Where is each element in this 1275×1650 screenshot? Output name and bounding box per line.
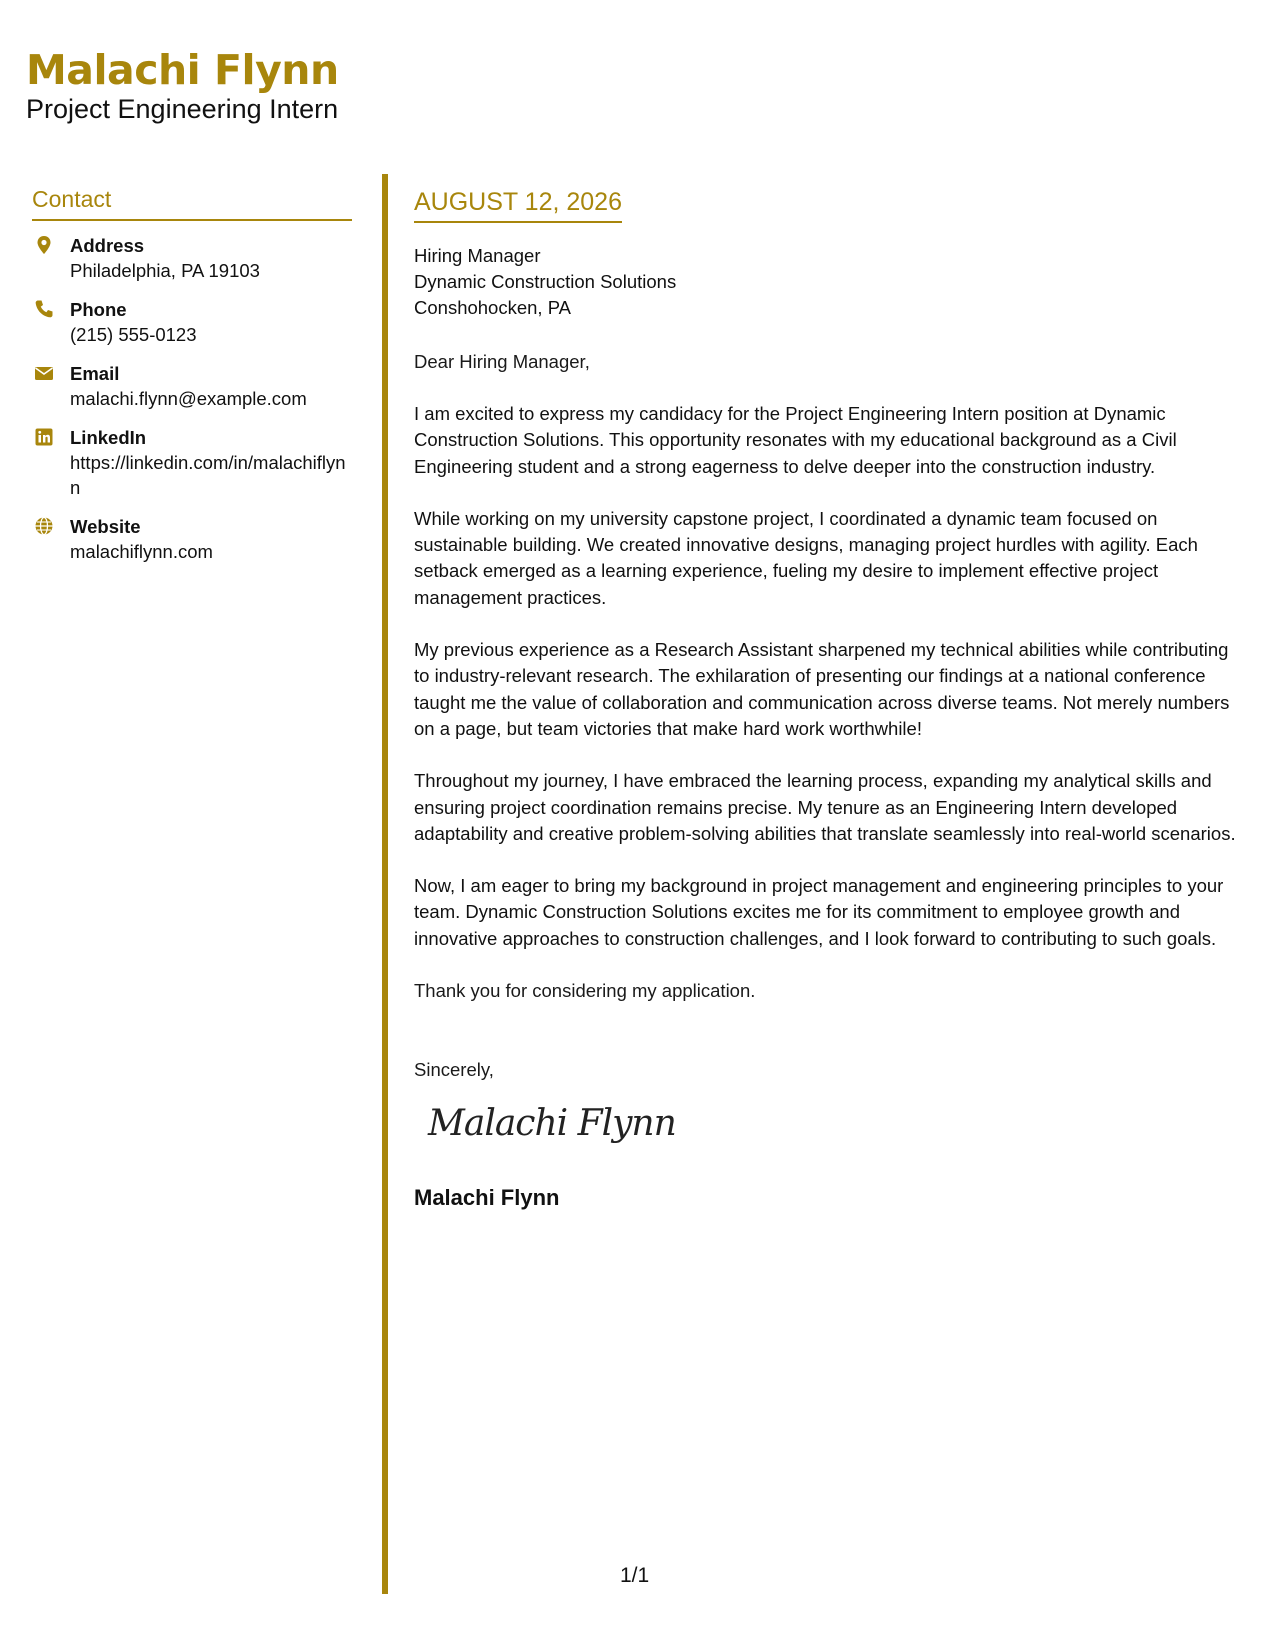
letter-paragraph: I am excited to express my candidacy for the Project Engineering Intern position at Dynamic Construction Solutions. This opportunity resonates with my educational background as a Civil Engineering student and a strong eagerness to delve deeper into the construction industry.: [414, 403, 1177, 477]
contact-label: LinkedIn: [70, 427, 147, 448]
contact-label: Phone: [70, 299, 127, 320]
letter-date: AUGUST 12, 2026: [414, 188, 622, 216]
recipient-location: Conshohocken, PA: [414, 297, 572, 318]
contact-label: Email: [70, 363, 120, 384]
signed-name: Malachi Flynn: [414, 1185, 560, 1211]
contact-label: Website: [70, 516, 141, 537]
closing-thanks: Thank you for considering my application.: [414, 980, 756, 1002]
phone-icon: [34, 299, 54, 319]
letter-paragraph: While working on my university capstone project, I coordinated a dynamic team focused on sustainable building. We created innovative designs, managing project hurdles with agility. Each setback emerged as a learning experience, fueling my desire to implement effective project management practices.: [414, 507, 1198, 608]
email-value[interactable]: malachi.flynn@example.com: [70, 388, 307, 409]
page-number: 1/1: [620, 1564, 650, 1587]
recipient-name: Hiring Manager: [414, 245, 541, 266]
contact-heading: Contact: [32, 186, 352, 221]
letter-paragraph: Now, I am eager to bring my background in project management and engineering principles to your team. Dynamic Construction Solutions excites me for its commitment to employee growth and innovative approaches to construction challenges, and I look forward to contributing to such goals.: [414, 875, 1224, 949]
letter-date-block: [414, 188, 622, 223]
contact-item-phone: [32, 297, 352, 347]
vertical-divider: [382, 174, 388, 1594]
contact-item-website: [32, 514, 352, 564]
letter-body: [414, 188, 1244, 1211]
sign-off: Sincerely,: [414, 1059, 494, 1081]
phone-value: (215) 555-0123: [70, 324, 197, 345]
address-value: Philadelphia, PA 19103: [70, 260, 260, 281]
contact-label: Address: [70, 235, 145, 256]
contact-sidebar: [32, 186, 352, 578]
letter-paragraph: Throughout my journey, I have embraced the learning process, expanding my analytical skills and ensuring project coordination remains precise. My tenure as an Engineering Intern developed adaptability and creative problem-solving abilities that translate seamlessly into real-world scenarios.: [414, 770, 1236, 844]
recipient-company: Dynamic Construction Solutions: [414, 271, 677, 292]
contact-item-address: [32, 233, 352, 283]
globe-icon: [34, 516, 54, 536]
resume-header: [26, 48, 339, 127]
salutation: Dear Hiring Manager,: [414, 351, 590, 372]
map-pin-icon: [34, 235, 54, 255]
handwritten-signature: [428, 1103, 1244, 1163]
letter-paragraph: My previous experience as a Research Assistant sharpened my technical abilities while contributing to industry-relevant research. The exhilaration of presenting our findings at a national conference taught me the value of collaboration and communication across diverse teams. Not merely numbers on a page, but team victories that make hard work worthwhile!: [414, 639, 1230, 739]
contact-item-linkedin: [32, 425, 352, 500]
applicant-name: Malachi Flynn: [26, 46, 339, 94]
contact-item-email: [32, 361, 352, 411]
linkedin-value[interactable]: https://linkedin.com/in/malachiflynn: [70, 452, 346, 498]
signature-text: Malachi Flynn: [428, 1103, 676, 1145]
envelope-icon: [34, 363, 54, 383]
website-value[interactable]: malachiflynn.com: [70, 541, 213, 562]
recipient-block: [414, 243, 1244, 321]
applicant-title: Project Engineering Intern: [26, 94, 339, 125]
linkedin-icon: [34, 427, 54, 447]
